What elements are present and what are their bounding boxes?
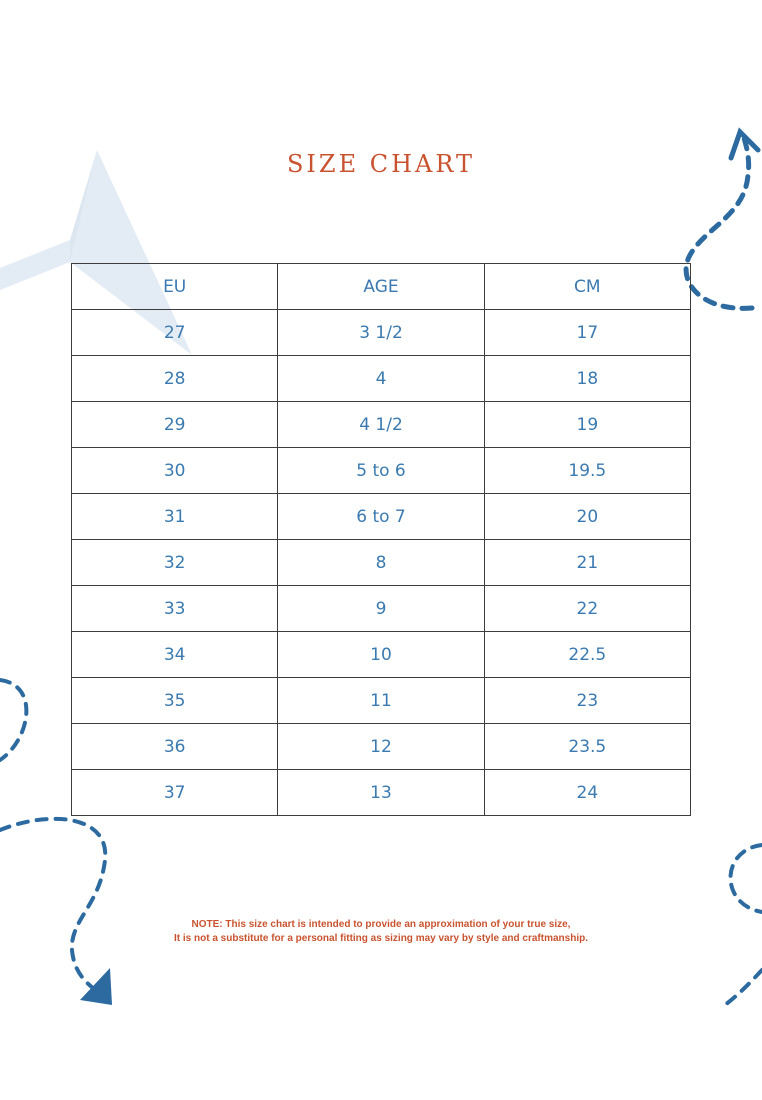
table-header-row <box>72 264 691 310</box>
cell-cm: 24 <box>484 770 690 816</box>
note-line-2: It is not a substitute for a personal fitting as sizing may vary by style and craftmanship. <box>174 933 588 944</box>
cell-age: 3 1/2 <box>278 310 484 356</box>
cell-eu: 31 <box>72 494 278 540</box>
cell-cm: 17 <box>484 310 690 356</box>
disclaimer-note <box>0 918 762 946</box>
cell-eu: 27 <box>72 310 278 356</box>
cell-cm: 22 <box>484 586 690 632</box>
table-row <box>72 494 691 540</box>
cell-age: 4 1/2 <box>278 402 484 448</box>
column-header-eu: EU <box>72 264 278 310</box>
cell-cm: 18 <box>484 356 690 402</box>
dashed-arrow-icon <box>0 819 112 1005</box>
cell-cm: 19.5 <box>484 448 690 494</box>
size-table <box>71 263 691 816</box>
table-row <box>72 770 691 816</box>
cell-age: 6 to 7 <box>278 494 484 540</box>
cell-cm: 21 <box>484 540 690 586</box>
table-row <box>72 632 691 678</box>
cell-cm: 19 <box>484 402 690 448</box>
cell-cm: 23.5 <box>484 724 690 770</box>
cell-eu: 37 <box>72 770 278 816</box>
cell-age: 10 <box>278 632 484 678</box>
cell-cm: 23 <box>484 678 690 724</box>
column-header-age: AGE <box>278 264 484 310</box>
cell-age: 12 <box>278 724 484 770</box>
table-row <box>72 356 691 402</box>
column-header-cm: CM <box>484 264 690 310</box>
cell-age: 5 to 6 <box>278 448 484 494</box>
page-title: SIZE CHART <box>286 150 476 178</box>
cell-eu: 34 <box>72 632 278 678</box>
cell-eu: 32 <box>72 540 278 586</box>
cell-cm: 22.5 <box>484 632 690 678</box>
table-row <box>72 586 691 632</box>
dashed-loop-icon <box>725 970 762 1005</box>
cell-cm: 20 <box>484 494 690 540</box>
cell-age: 13 <box>278 770 484 816</box>
table-row <box>72 310 691 356</box>
dashed-loop-icon <box>0 680 26 760</box>
cell-age: 9 <box>278 586 484 632</box>
dashed-loop-icon <box>731 845 762 912</box>
note-line-1: NOTE: This size chart is intended to provide an approximation of your true size, <box>191 919 571 930</box>
cell-age: 8 <box>278 540 484 586</box>
table-row <box>72 724 691 770</box>
cell-eu: 30 <box>72 448 278 494</box>
cell-eu: 28 <box>72 356 278 402</box>
cell-eu: 29 <box>72 402 278 448</box>
cell-age: 11 <box>278 678 484 724</box>
cell-eu: 36 <box>72 724 278 770</box>
table-row <box>72 448 691 494</box>
cell-eu: 33 <box>72 586 278 632</box>
cell-age: 4 <box>278 356 484 402</box>
table-row <box>72 678 691 724</box>
table-row <box>72 540 691 586</box>
cell-eu: 35 <box>72 678 278 724</box>
table-row <box>72 402 691 448</box>
